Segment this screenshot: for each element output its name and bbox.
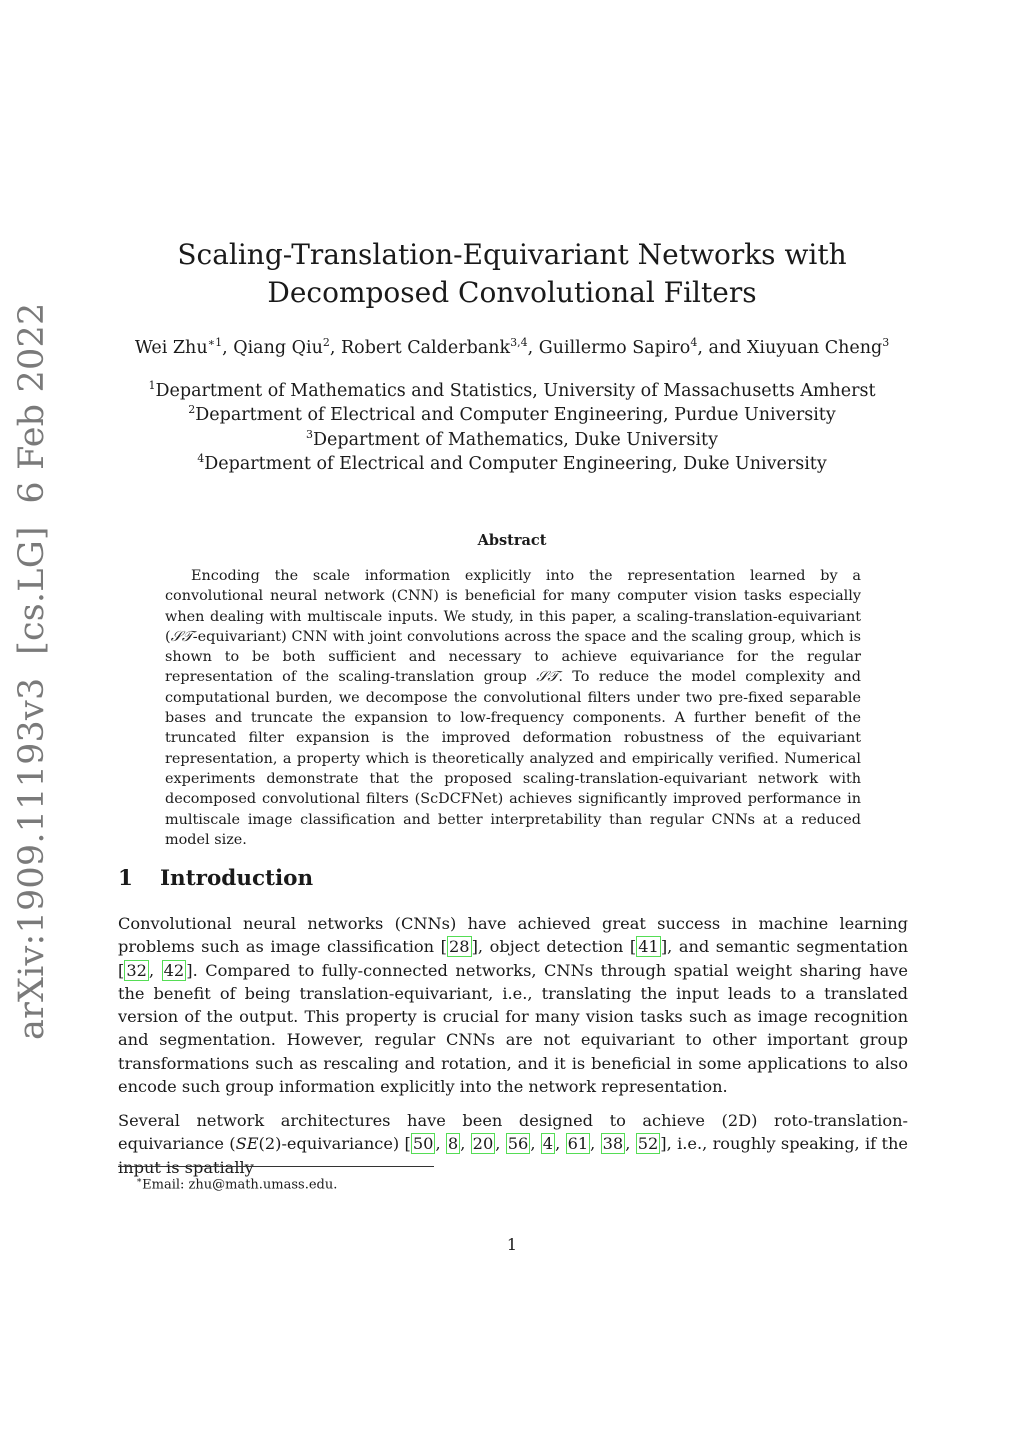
author-affiliation-mark: 2 [322, 336, 330, 350]
author-name: Qiang Qiu [233, 338, 323, 358]
intro-paragraph-1: Convolutional neural networks (CNNs) have achieved great success in machine learning problems such as image classification [ 28 ], object detection [ 41 ], and semantic segmentation [ 32 , 42 ]. Compared to fully-connected networks, CNNs through spatial weight sharing have the benefit of being translation-equivariant, i.e., translating the input leads to a translated version of the output. This property is crucial for many vision tasks such as image recognition and segmentation. However, regular CNNs are not equivariant to other important group transformations such as rescaling and rotation, and it is beneficial in some applications to also encode such group information explicitly into the network representation. [118, 914, 908, 1097]
section-title: Introduction [160, 866, 314, 891]
intro-paragraph-2: Several network architectures have been designed to achieve (2D) roto-translation-equivariance (SE(2)-equivariance) [ 50 , 8 , 20 , 56 , 4 , 61 , 38 , 52 ], i.e., roughly speaking, if the input is spatially [118, 1111, 908, 1177]
math-symbol-st: 𝒮𝒯 [536, 669, 559, 686]
footnote-mark: ∗ [136, 1176, 143, 1186]
body-text: , and semantic segmentation [667, 937, 908, 957]
body-text: Convolutional neural networks (CNNs) have achieved great success in machine learning problems such as image classification [118, 914, 908, 957]
abstract-text: . To reduce the model complexity and computational burden, we decompose the convolutional filters under two pre-fixed separable bases and truncate the expansion to low-frequency components. A further benefit of the truncated filter expansion is the improved deformation robustness of the equivariant representation, a property which is theoretically analyzed and empirically verified. Numerical experiments demonstrate that the proposed scaling-translation-equivariant network with decomposed convolutional filters (ScDCFNet) achieves significantly improved performance in multiscale image classification and better interpretability than regular CNNs at a reduced model size. [165, 669, 862, 848]
footnote-divider [118, 1166, 434, 1167]
affiliation-mark: 2 [188, 403, 196, 417]
author-affiliation-mark: 3,4 [510, 336, 528, 350]
citation-link[interactable]: 8 [447, 1134, 459, 1154]
affiliation-line [100, 379, 924, 403]
abstract-text: -equivariant) CNN with joint convolutions across the space and the scaling group, which is shown to be both sufficient and necessary to achieve equivariance for the regular representation of the scaling-translation group [165, 628, 861, 686]
affiliation-line [100, 428, 924, 452]
author-name: and Xiuyuan Cheng [708, 338, 883, 358]
affiliation-line [100, 403, 924, 427]
citation-link[interactable]: 32 [126, 960, 147, 980]
footnote-text: Email: zhu@math.umass.edu. [142, 1177, 338, 1193]
footnote [136, 1172, 337, 1194]
section-number: 1 [118, 866, 133, 891]
author-list: Wei Zhu$^{∗1}$, Qiang Qiu$^2$, Robert Calderbank$^{3,4}$, Guillermo Sapiro$^4$, and Xiuyuan Cheng$^3$ [134, 336, 890, 358]
page-number: 1 [506, 1235, 518, 1254]
math-symbol-st: 𝒮𝒯 [170, 628, 193, 645]
affiliation-text: Department of Electrical and Computer Engineering, Duke University [204, 454, 827, 475]
body-text: , object detection [477, 937, 630, 957]
citation-link[interactable]: 41 [638, 937, 659, 957]
citation-link[interactable]: 38 [602, 1134, 624, 1154]
abstract-body [165, 566, 861, 850]
author-affiliation-mark: 3 [882, 336, 890, 350]
affiliation-text: Department of Mathematics and Statistics, University of Massachusetts Amherst [155, 381, 876, 401]
citation-link[interactable]: 52 [637, 1134, 659, 1154]
citation-link[interactable]: 4 [542, 1134, 554, 1154]
math-symbol-se: SE [235, 1134, 259, 1154]
citation-separator: , [148, 960, 162, 980]
affiliation-mark: 3 [306, 427, 314, 441]
body-text: , i.e., roughly speaking, if the input is spatially [118, 1134, 908, 1177]
paper-title: Scaling-Translation-Equivariant Networks with Decomposed Convolutional Filters [177, 238, 847, 309]
author-affiliation-mark: ∗1 [207, 336, 223, 350]
affiliation-text: Department of Mathematics, Duke University [313, 429, 718, 450]
abstract-text: Encoding the scale information explicitly into the representation learned by a convolutional neural network (CNN) is beneficial for many computer vision tasks especially when dealing with multiscale inputs. We study, in this paper, a scaling-translation-equivariant ( [165, 568, 861, 645]
citation-link[interactable]: 28 [448, 937, 470, 957]
body-text: . Compared to fully-connected networks, CNNs through spatial weight sharing have the benefit of being translation-equivariant, i.e., translating the input leads to a translated version of the output. This property is crucial for many vision tasks such as image recognition and segmentation. However, regular CNNs are not equivariant to other important group transformations such as rescaling and rotation, and it is beneficial in some applications to also encode such group information explicitly into the network representation. [118, 960, 908, 1097]
body-text: (2)-equivariance) [258, 1134, 405, 1154]
affiliation-mark: 1 [148, 379, 156, 393]
citation-link[interactable]: 42 [163, 960, 185, 980]
author-name: Wei Zhu [134, 338, 208, 358]
citation-link[interactable]: 20 [472, 1134, 494, 1154]
affiliation-line [100, 452, 924, 476]
author-affiliation-mark: 4 [690, 336, 698, 350]
citation-link[interactable]: 61 [567, 1134, 589, 1154]
citation-link[interactable]: 56 [507, 1134, 529, 1154]
section-heading [118, 866, 313, 891]
author-name: Guillermo Sapiro [538, 338, 691, 358]
affiliation-list [100, 379, 924, 477]
body-text: Several network architectures have been designed to achieve (2D) roto-translation-equivariance ( [118, 1111, 908, 1154]
citation-link[interactable]: 50 [412, 1134, 434, 1154]
affiliation-mark: 4 [197, 452, 205, 466]
affiliation-text: Department of Electrical and Computer Engineering, Purdue University [195, 405, 836, 426]
abstract-heading: Abstract [477, 532, 547, 549]
author-name: Robert Calderbank [341, 338, 511, 358]
arxiv-identifier-stamp: arXiv:1909.11193v3 [cs.LG] 6 Feb 2022 [12, 302, 52, 1040]
